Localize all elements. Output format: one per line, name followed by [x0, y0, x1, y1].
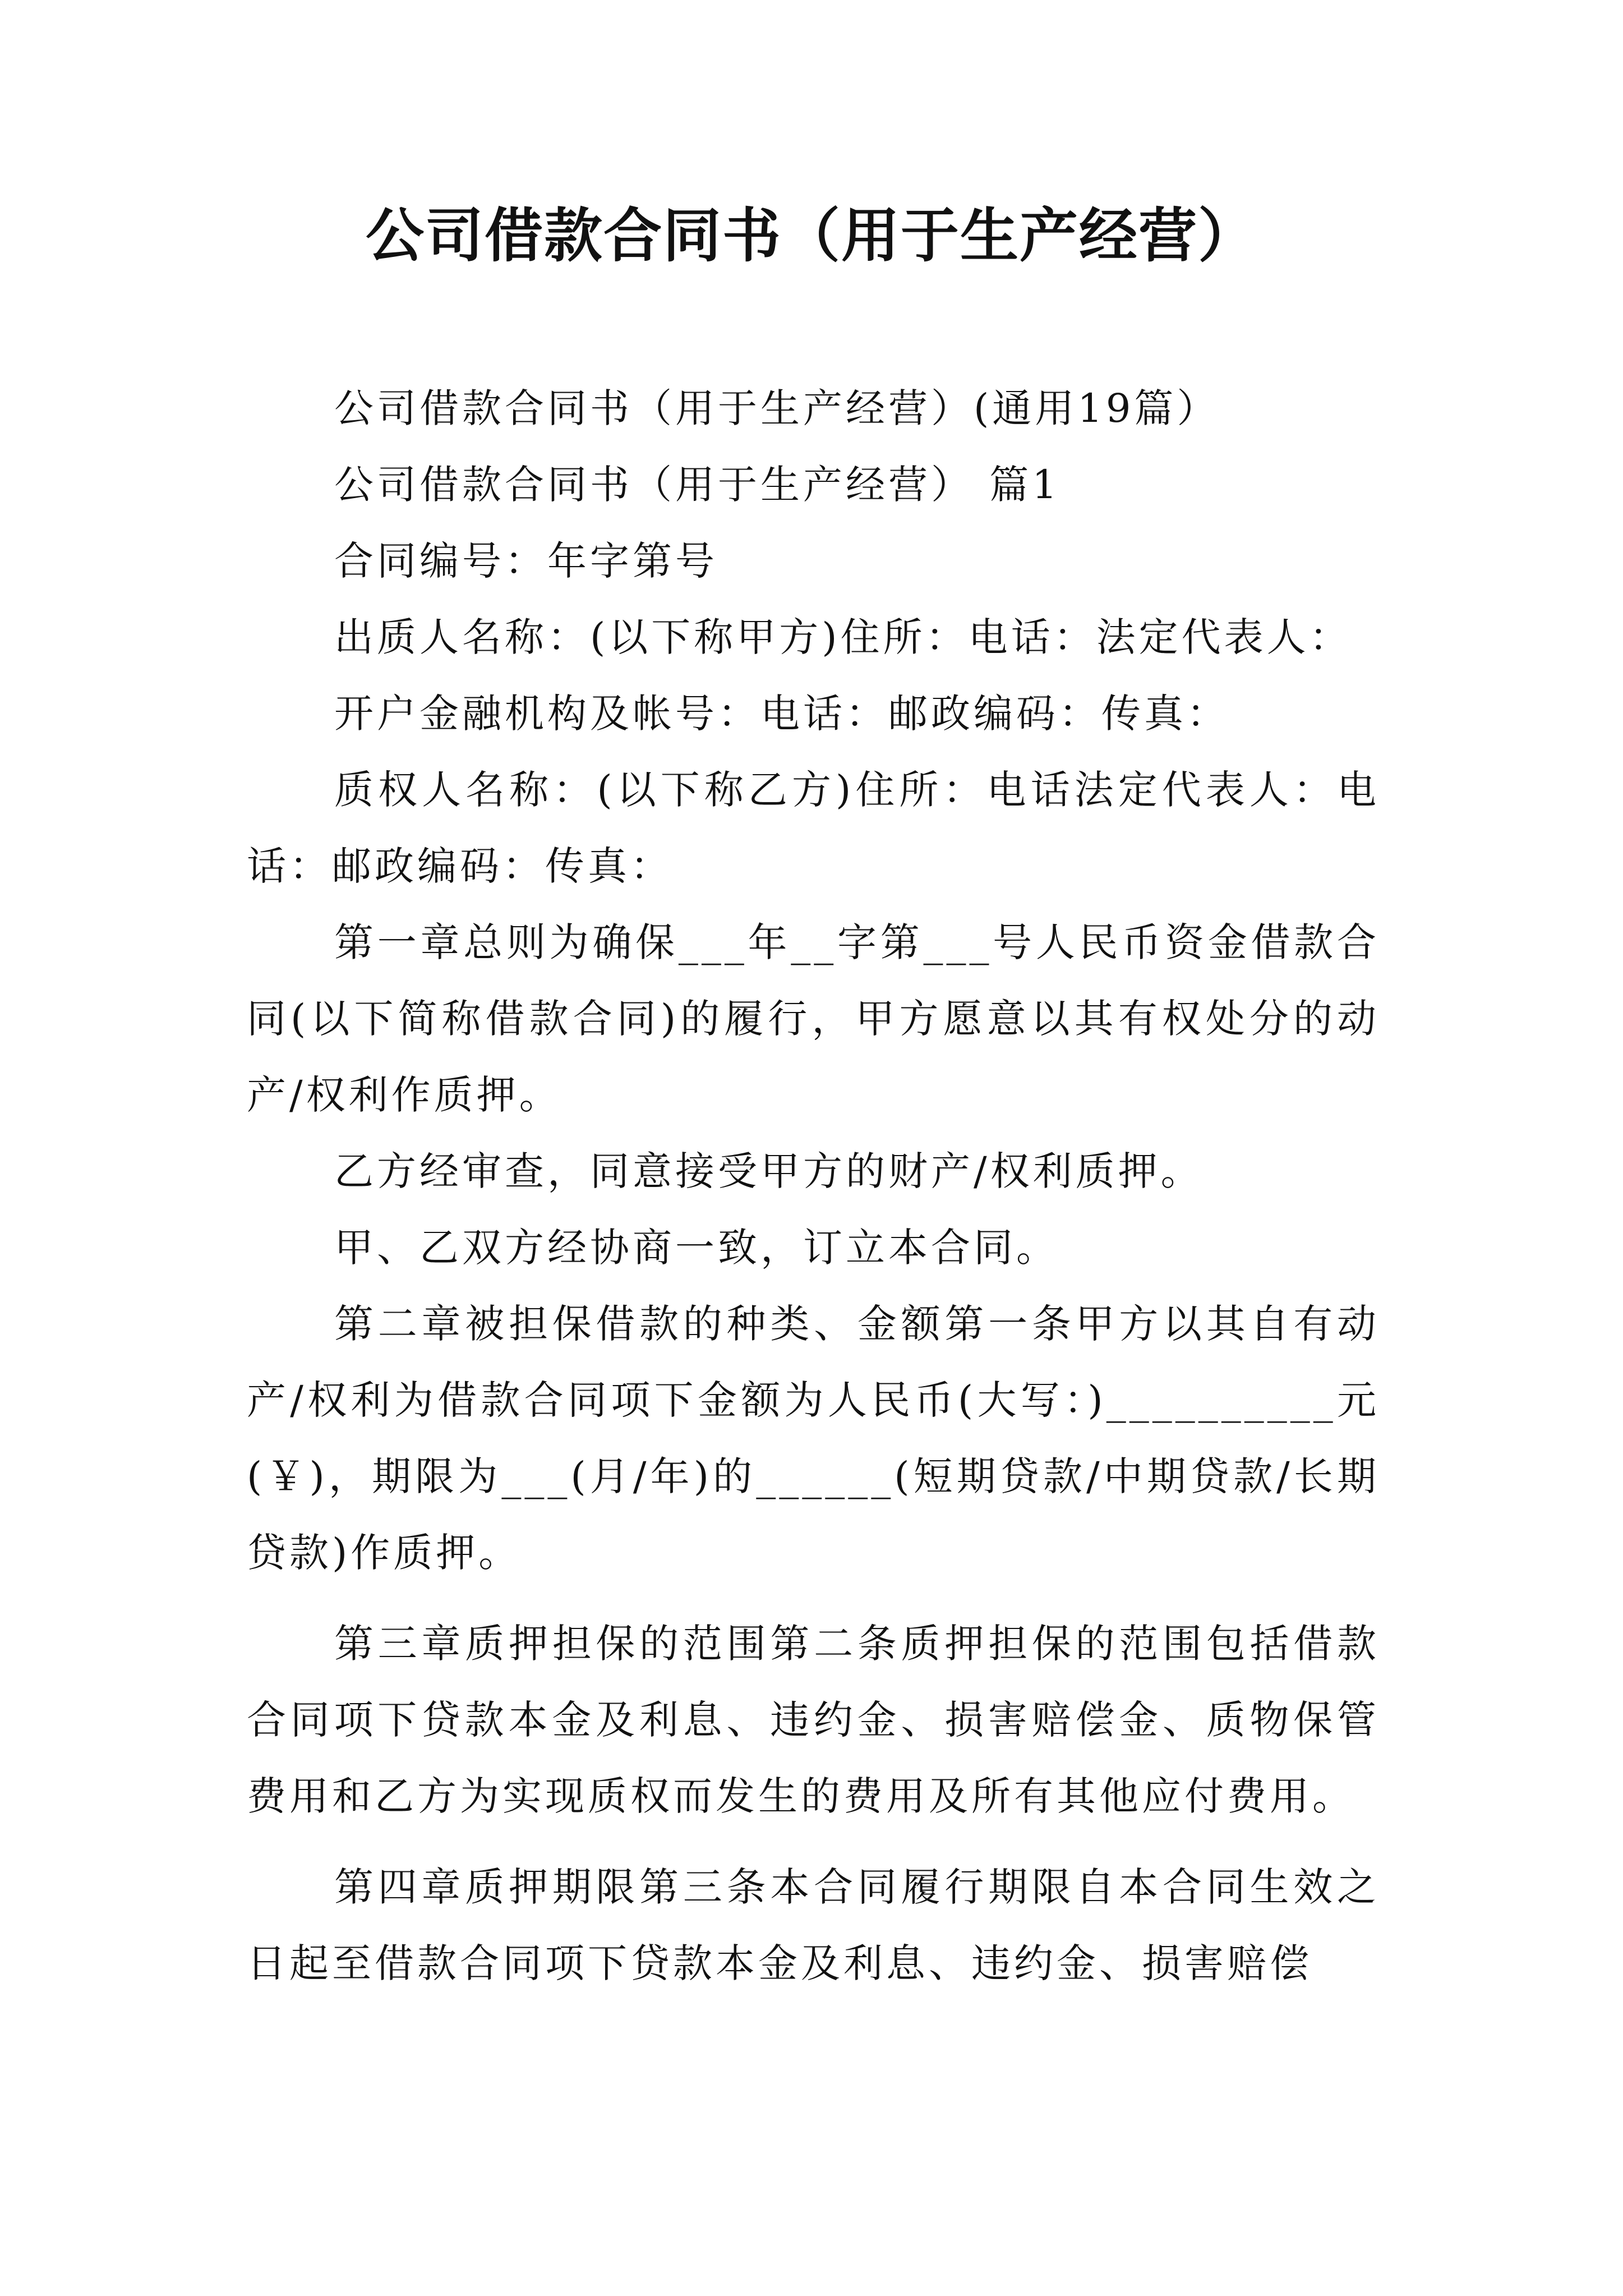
- paragraph-contract-number: 合同编号：年字第号: [334, 538, 718, 584]
- paragraph-bank-account: 开户金融机构及帐号：电话：邮政编码：传真：: [334, 691, 1229, 737]
- paragraph-subtitle: 公司借款合同书（用于生产经营）(通用19篇）: [334, 385, 1220, 431]
- paragraph-chapter-4: 第四章质押期限第三条本合同履行期限自本合同生效之日起至借款合同项下贷款本金及利息、违约金、损害赔偿: [247, 1864, 1380, 1986]
- paragraph-pledgee-info: 质权人名称：(以下称乙方)住所：电话法定代表人：电话：邮政编码：传真：: [247, 767, 1380, 889]
- paragraph-section-heading: 公司借款合同书（用于生产经营） 篇1: [334, 462, 1061, 508]
- paragraph-agreement: 甲、乙双方经协商一致，订立本合同。: [334, 1225, 1059, 1271]
- paragraph-pledgor-info: 出质人名称：(以下称甲方)住所：电话：法定代表人：: [334, 614, 1352, 660]
- paragraph-chapter-1: 第一章总则为确保___年__字第___号人民币资金借款合同(以下简称借款合同)的履行，甲方愿意以其有权处分的动产/权利作质押。: [247, 919, 1380, 1118]
- document-title: 公司借款合同书（用于生产经营）: [365, 201, 1257, 270]
- paragraph-review: 乙方经审查，同意接受甲方的财产/权利质押。: [334, 1148, 1204, 1194]
- paragraph-chapter-2: 第二章被担保借款的种类、金额第一条甲方以其自有动产/权利为借款合同项下金额为人民币(大写：)__________元(￥)，期限为___(月/年)的______(短期贷款/中期贷款/长期贷款)作质押。: [247, 1301, 1380, 1576]
- document-body: [247, 370, 1380, 2001]
- paragraph-chapter-3: 第三章质押担保的范围第二条质押担保的范围包括借款合同项下贷款本金及利息、违约金、损害赔偿金、质物保管费用和乙方为实现质权而发生的费用及所有其他应付费用。: [247, 1621, 1380, 1819]
